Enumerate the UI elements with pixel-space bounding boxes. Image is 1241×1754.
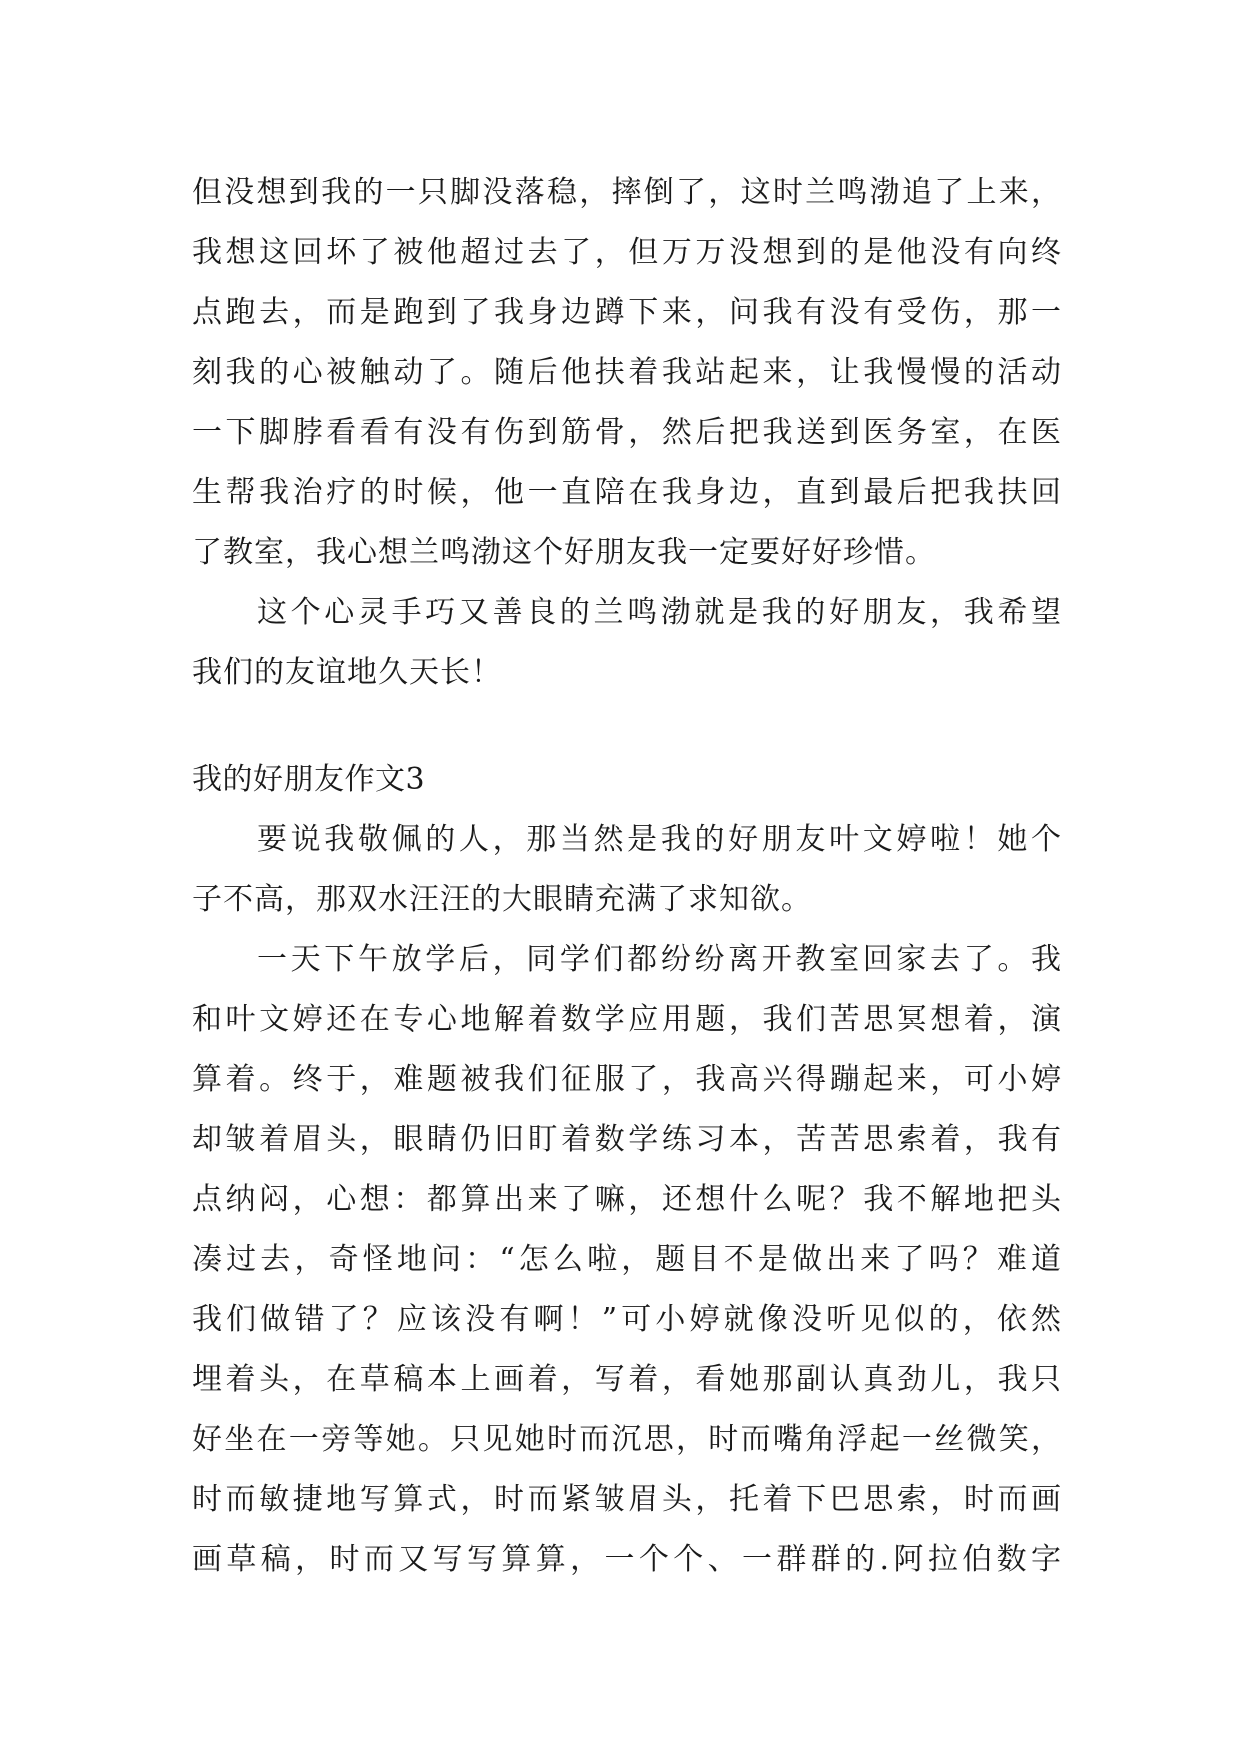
paragraph-line: 埋着头，在草稿本上画着，写着，看她那副认真劲儿，我只 — [192, 1362, 1062, 1397]
paragraph-line: 我想这回坏了被他超过去了，但万万没想到的是他没有向终 — [192, 235, 1062, 270]
paragraph-line: 画草稿，时而又写写算算，一个个、一群群的.阿拉伯数字 — [192, 1542, 1062, 1577]
paragraph-line: 子不高，那双水汪汪的大眼睛充满了求知欲。 — [192, 882, 812, 917]
paragraph-line: 算着。终于，难题被我们征服了，我高兴得蹦起来，可小婷 — [192, 1062, 1062, 1097]
paragraph-line: 凑过去，奇怪地问：“怎么啦，题目不是做出来了吗？难道 — [192, 1242, 1062, 1277]
paragraph-line: 好坐在一旁等她。只见她时而沉思，时而嘴角浮起一丝微笑， — [192, 1422, 1062, 1457]
paragraph-line: 我们做错了？应该没有啊！”可小婷就像没听见似的，依然 — [192, 1302, 1062, 1337]
paragraph-line: 了教室，我心想兰鸣渤这个好朋友我一定要好好珍惜。 — [192, 535, 936, 570]
paragraph-line: 要说我敬佩的人，那当然是我的好朋友叶文婷啦！她个 — [257, 822, 1062, 857]
section-heading: 我的好朋友作文3 — [192, 762, 426, 797]
paragraph-line: 点纳闷，心想：都算出来了嘛，还想什么呢？我不解地把头 — [192, 1182, 1062, 1217]
paragraph-line: 时而敏捷地写算式，时而紧皱眉头，托着下巴思索，时而画 — [192, 1482, 1062, 1517]
paragraph-line: 刻我的心被触动了。随后他扶着我站起来，让我慢慢的活动 — [192, 355, 1062, 390]
paragraph-line: 一下脚脖看看有没有伤到筋骨，然后把我送到医务室，在医 — [192, 415, 1062, 450]
paragraph-line: 这个心灵手巧又善良的兰鸣渤就是我的好朋友，我希望 — [257, 595, 1062, 630]
paragraph-line: 一天下午放学后，同学们都纷纷离开教室回家去了。我 — [257, 942, 1062, 977]
paragraph-line: 我们的友谊地久天长！ — [192, 655, 502, 690]
paragraph-line: 生帮我治疗的时候，他一直陪在我身边，直到最后把我扶回 — [192, 475, 1062, 510]
paragraph-line: 却皱着眉头，眼睛仍旧盯着数学练习本，苦苦思索着，我有 — [192, 1122, 1062, 1157]
paragraph-line: 但没想到我的一只脚没落稳，摔倒了，这时兰鸣渤追了上来， — [192, 175, 1062, 210]
paragraph-line: 和叶文婷还在专心地解着数学应用题，我们苦思冥想着，演 — [192, 1002, 1062, 1037]
paragraph-line: 点跑去，而是跑到了我身边蹲下来，问我有没有受伤，那一 — [192, 295, 1062, 330]
